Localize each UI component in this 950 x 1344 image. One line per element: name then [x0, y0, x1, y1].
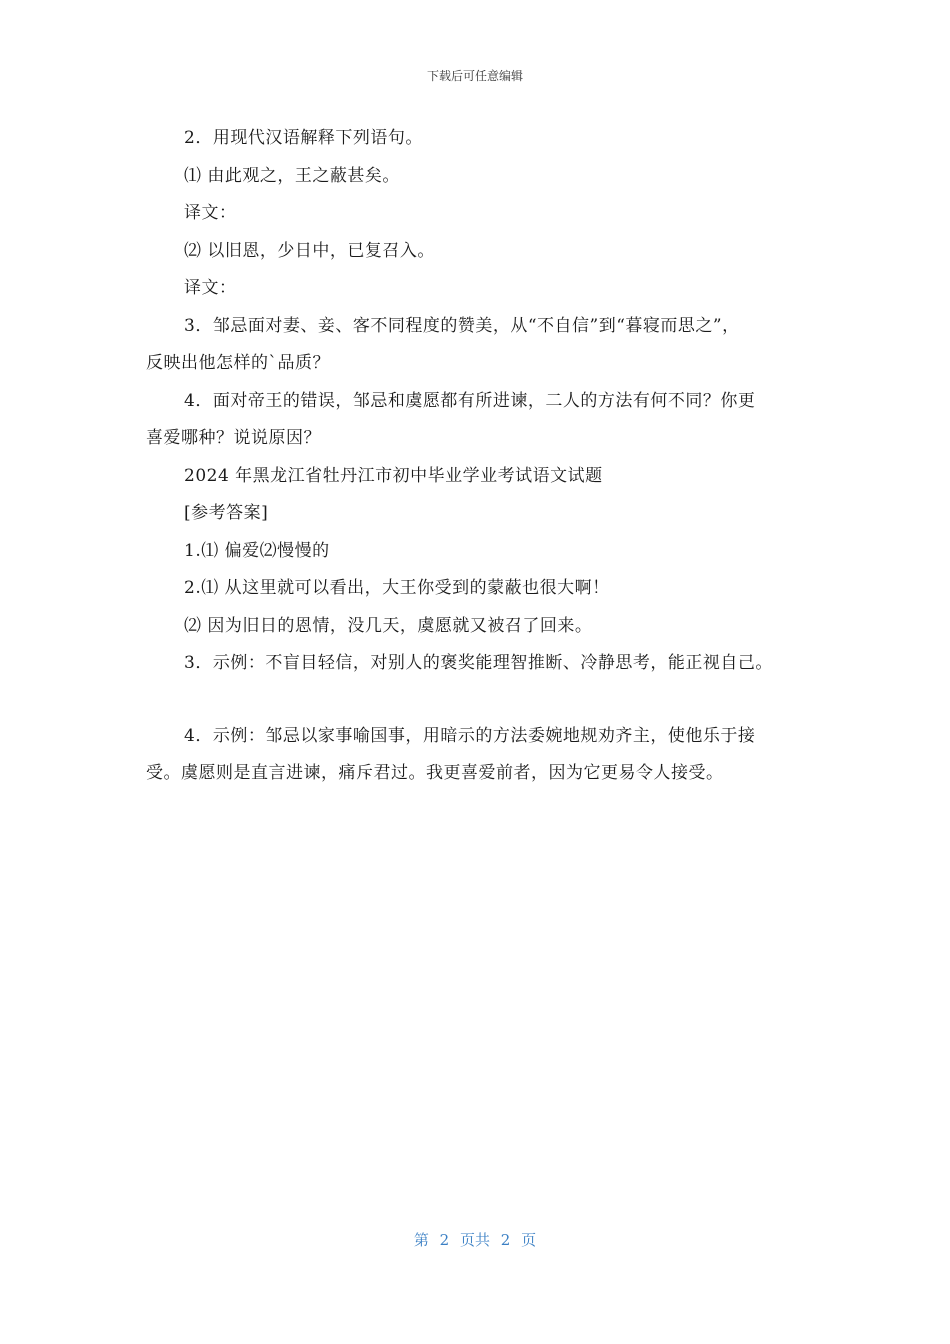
answer-heading: [参考答案] — [184, 503, 269, 523]
answer-2-part-2: ⑵ 因为旧日的恩情，没几天，虞愿就又被召了回来。 — [184, 615, 593, 636]
question-3-line-1: 3．邹忌面对妻、妾、客不同程度的赞美，从“不自信”到“暮寝而思之”， — [184, 315, 740, 336]
answer-1: 1.⑴ 偏爱⑵慢慢的 — [184, 540, 330, 561]
exam-title: 2024 年黑龙江省牡丹江市初中毕业学业考试语文试题 — [184, 465, 603, 486]
question-4-line-2: 喜爱哪种？说说原因？ — [146, 428, 321, 448]
question-2-translation-label-2: 译文： — [184, 278, 237, 298]
question-2-translation-label-1: 译文： — [184, 203, 237, 223]
answer-2-part-1: 2.⑴ 从这里就可以看出，大王你受到的蒙蔽也很大啊！ — [184, 578, 610, 598]
question-3-line-2: 反映出他怎样的`品质？ — [146, 353, 330, 373]
question-2-title: 2．用现代汉语解释下列语句。 — [184, 128, 423, 148]
document-body — [146, 120, 826, 793]
question-2-item-2: ⑵ 以旧恩，少日中，已复召入。 — [184, 240, 435, 261]
answer-4-line-1: 4．示例：邹忌以家事喻国事，用暗示的方法委婉地规劝齐主，使他乐于接 — [184, 725, 756, 746]
answer-3: 3．示例：不盲目轻信，对别人的褒奖能理智推断、冷静思考，能正视自己。 — [184, 653, 773, 673]
question-4-line-1: 4．面对帝王的错误，邹忌和虞愿都有所进谏，二人的方法有何不同？你更 — [184, 390, 756, 411]
question-2-item-1: ⑴ 由此观之，王之蔽甚矣。 — [184, 165, 400, 186]
page-number-footer: 第 2 页共 2 页 — [413, 1231, 537, 1249]
page-header-watermark: 下载后可任意编辑 — [426, 69, 523, 83]
answer-4-line-2: 受。虞愿则是直言进谏，痛斥君过。我更喜爱前者，因为它更易令人接受。 — [146, 763, 724, 783]
paragraph-gap — [146, 683, 826, 718]
